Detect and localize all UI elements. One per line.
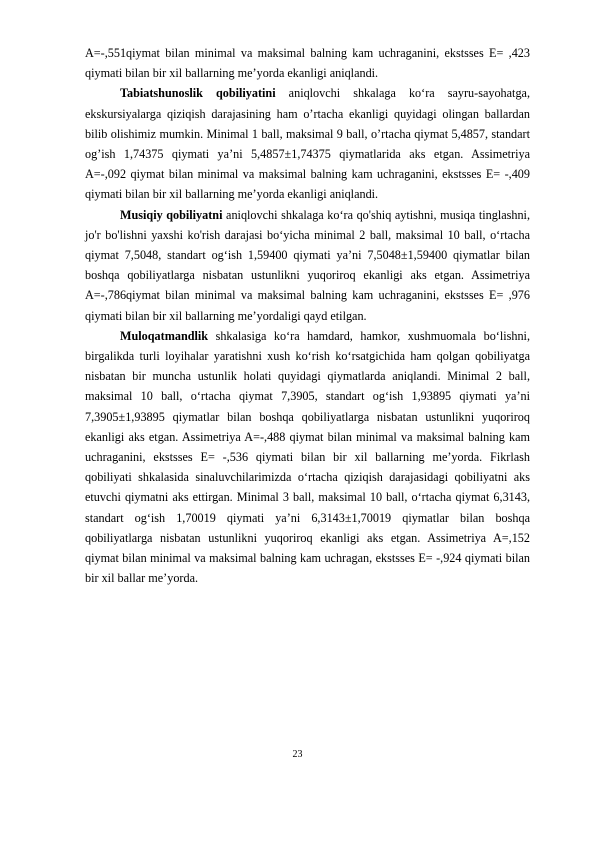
- document-page: [85, 43, 530, 588]
- paragraph-communicativeness: [85, 326, 530, 589]
- paragraph-natural-science: [85, 83, 530, 204]
- paragraph-heading-musical-ability: Musiqiy qobiliyatni: [120, 207, 223, 222]
- paragraph-musical-ability: [85, 205, 530, 326]
- paragraph-text: aniqlovchi shkalaga ko‘ra qo'shiq aytishni, musiqa tinglashni, jo'r bo'lishni yaxshi ko'rish darajasi bo‘yicha minimal 2 ball, maksimal 10 ball, o‘rtacha qiymat 7,5048, standart og‘ish 1,59400 qiymati ya’ni 7,5048±1,59400 qiymatlar bilan boshqa qobiliyatlarga nisbatan ustunlikni yuqoriroq ekanligi aks etgan. Assimetriya A=-,786qiymat bilan minimal va maksimal balning kam uchraganini, ekstsses E= ,976 qiymati bilan bir xil ballarning me’yordaligi qayd etilgan.: [85, 207, 530, 323]
- paragraph-text: A=-,551qiymat bilan minimal va maksimal balning kam uchraganini, ekstsses E= ,423 qiymati bilan bir xil ballarning me’yorda ekanligi aniqlandi.: [85, 46, 530, 81]
- paragraph-text: aniqlovchi shkalaga ko‘ra sayru-sayohatga, ekskursiyalarga qiziqish darajasining ham o’rtacha ekanligi quyidagi olingan ballardan bilib olishimiz mumkin. Minimal 1 ball, maksimal 9 ball, o’rtacha qiymat 5,4857, standart og’ish 1,74375 qiymati ya’ni 5,4857±1,74375 qiymatlarida aks etgan. Assimetriya A=-,092 qiymat bilan minimal va maksimal balning kam uchraganini, ekstsses E= -,409 qiymati bilan bir xil ballarning me’yorda ekanligi aniqlandi.: [85, 86, 530, 202]
- paragraph-heading-communicativeness: Muloqatmandlik: [120, 328, 209, 343]
- paragraph-asymmetry-intro: [85, 43, 530, 83]
- paragraph-text: shkalasiga ko‘ra hamdard, hamkor, xushmuomala bo‘lishni, birgalikda turli loyihalar yaratishni xush ko‘rish ko‘rsatgichida ham qolgan qobiliyatga nisbatan bir muncha ustunlik holati quyidagi qiymatlarda aniqlandi. Minimal 2 ball, maksimal 10 ball, o‘rtacha qiymat 7,3905, standart og‘ish 1,93895 qiymati ya’ni 7,3905±1,93895 qiymatlar bilan boshqa qobiliyatlarga nisbatan ustunlikni yuqoriroq ekanligi aks etgan. Assimetriya A=-,488 qiymat bilan minimal va maksimal balning kam uchraganini, ekstsses E= -,536 qiymati bilan bir xil ballarning me’yorda. Fikrlash qobiliyati shkalasida sinaluvchilarimizda o‘rtacha qiziqish darajasidagi qobiliyatni aks etuvchi qiymatni aks ettirgan. Minimal 3 ball, maksimal 10 ball, o‘rtacha qiymat 6,3143, standart og‘ish 1,70019 qiymati ya’ni 6,3143±1,70019 qiymatlar bilan boshqa qobiliyatlarga nisbatan ustunlikni yuqoriroq ekanligi aks etgan. Assimetriya A=,152 qiymat bilan minimal va maksimal balning kam uchragan, ekstsses E= -,924 qiymati bilan bir xil ballar me’yorda.: [85, 328, 530, 586]
- paragraph-heading-natural-science: Tabiatshunoslik qobiliyatini: [120, 86, 276, 101]
- page-number: 23: [292, 749, 303, 760]
